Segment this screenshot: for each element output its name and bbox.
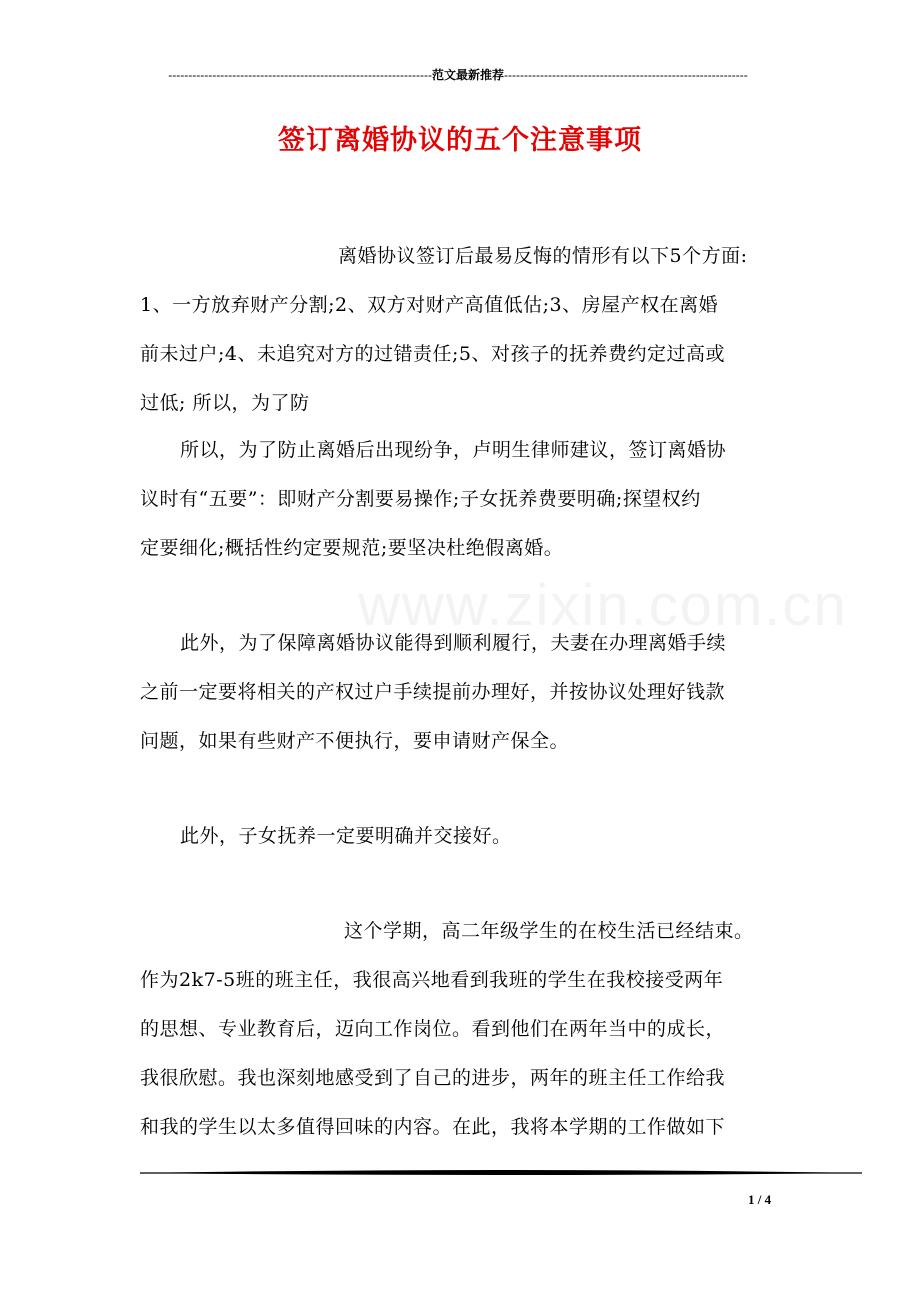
header-label: 范文最新推荐 [431, 68, 504, 82]
paragraph-line: 1、一方放弃财产分割;2、双方对财产高值低估;3、房屋产权在离婚 [140, 294, 719, 316]
paragraph-line: 此外，为了保障离婚协议能得到顺利履行，夫妻在办理离婚手续 [180, 632, 727, 654]
paragraph-line: 我很欣慰。我也深刻地感受到了自己的进步，两年的班主任工作给我 [140, 1067, 726, 1089]
header-recommendation [138, 66, 778, 83]
paragraph-line: 此外，子女抚养一定要明确并交接好。 [180, 825, 512, 847]
paragraph-line: 之前一定要将相关的产权过户手续提前办理好，并按协议处理好钱款 [140, 681, 726, 703]
paragraph-line: 和我的学生以太多值得回味的内容。在此，我将本学期的工作做如下 [140, 1116, 726, 1138]
paragraph-line: 所以，为了防止离婚后出现纷争，卢明生律师建议，签订离婚协 [180, 439, 727, 461]
paragraph-2 [140, 426, 790, 573]
header-dashes-left: ------------------------------------------------------------------ [168, 68, 432, 82]
paragraph-1 [140, 232, 790, 428]
document-title: 签订离婚协议的五个注意事项 [278, 125, 642, 156]
paragraph-line: 过低; 所以，为了防 [140, 392, 310, 414]
paragraph-line: 问题，如果有些财产不便执行，要申请财产保全。 [140, 730, 570, 752]
paragraph-4 [140, 812, 790, 861]
paragraph-line: 的思想、专业教育后，迈向工作岗位。看到他们在两年当中的成长， [140, 1018, 726, 1040]
paragraph-3 [140, 619, 790, 766]
watermark: www.zixin.com.cn [358, 573, 848, 638]
paragraph-line: 作为2k7-5班的班主任，我很高兴地看到我班的学生在我校接受两年 [140, 969, 724, 991]
paragraph-5 [140, 907, 790, 1152]
paragraph-line: 前未过户;4、未追究对方的过错责任;5、对孩子的抚养费约定过高或 [140, 343, 725, 365]
paragraph-line: 定要细化;概括性约定要规范;要坚决杜绝假离婚。 [140, 537, 564, 559]
header-dashes-right: ------------------------------------------------------------- [504, 68, 748, 82]
paragraph-line: 离婚协议签订后最易反悔的情形有以下5个方面: [338, 245, 748, 267]
paragraph-line: 议时有“五要”：即财产分割要易操作;子女抚养费要明确;探望权约 [140, 488, 701, 510]
footer-rule [140, 1168, 862, 1178]
page-number: 1 / 4 [748, 1192, 772, 1207]
paragraph-line: 这个学期，高二年级学生的在校生活已经结束。 [344, 920, 754, 942]
